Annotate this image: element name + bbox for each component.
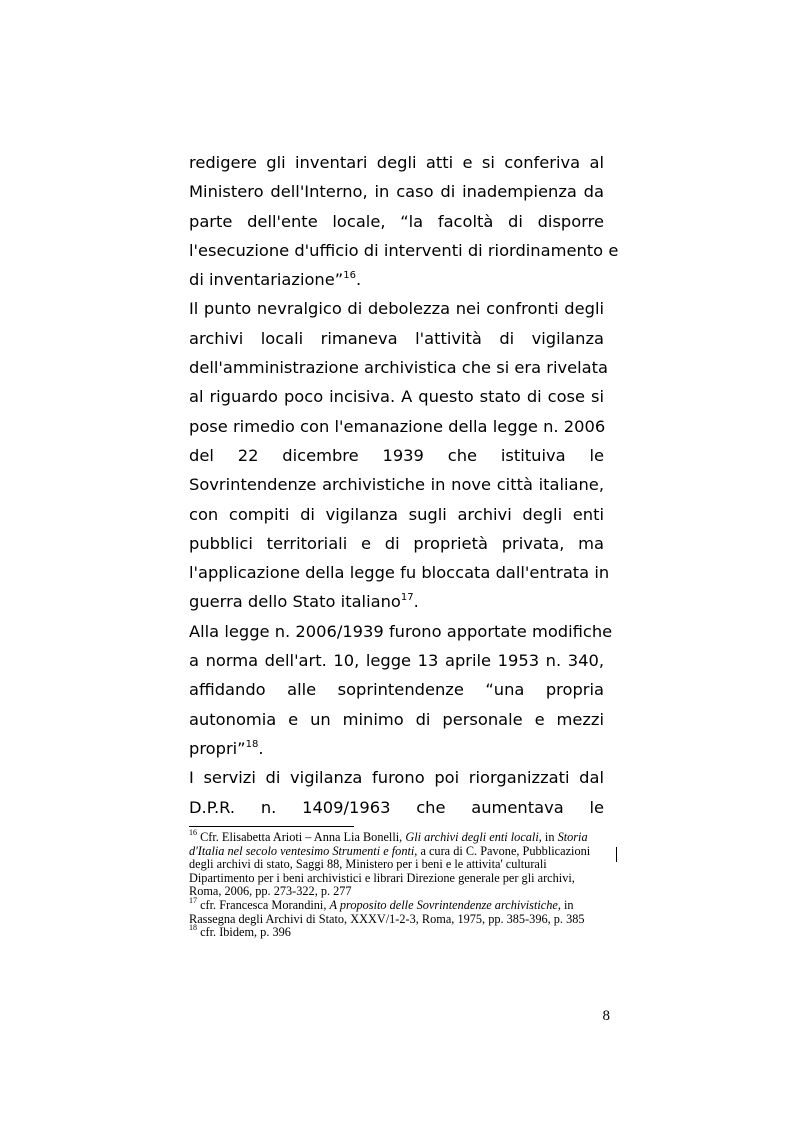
footnote-17: [189, 895, 609, 926]
footnote-text: Cfr. Elisabetta Arioti – Anna Lia Bonelli,: [197, 830, 406, 844]
line-text: di inventariazione”: [189, 270, 344, 290]
footnote-text: cfr. Ibidem, p. 396: [197, 925, 291, 940]
text-line: con compiti di vigilanza sugli archivi degli enti: [189, 504, 604, 524]
paragraph: [189, 294, 610, 616]
margin-change-bar: [616, 847, 617, 862]
text-line: parte dell'ente locale, “la facoltà di disporre: [189, 211, 604, 231]
footnote-ref[interactable]: 16: [343, 269, 356, 281]
footnote-separator: [189, 826, 354, 827]
footnote-16: [189, 827, 609, 899]
footnote-18: [189, 923, 609, 940]
footnote-ref[interactable]: 18: [245, 738, 259, 750]
line-text: guerra dello Stato italiano: [189, 592, 401, 612]
footnote-text: , in Rassegna degli Archivi di Stato, XXXV/1-2-3, Roma, 1975, pp. 385-396, p. 385: [189, 897, 585, 926]
text-line: Alla legge n. 2006/1939 furono apportate modifiche: [189, 621, 613, 641]
footnote-title: Storia d'Italia nel secolo ventesimo Strumenti e fonti: [189, 830, 588, 858]
text-line: l'esecuzione d'ufficio di interventi di riordinamento e: [189, 240, 619, 260]
text-line: [189, 265, 604, 294]
footnote-title: A proposito delle Sovrintendenze archivistiche: [329, 897, 558, 912]
text-line: dell'amministrazione archivistica che si era rivelata: [189, 358, 609, 378]
line-tail: .: [413, 592, 419, 612]
text-line: pose rimedio con l'emanazione della legge n. 2006: [189, 416, 606, 436]
text-line: [189, 587, 604, 616]
text-line: del 22 dicembre 1939 che istituiva le: [189, 445, 604, 465]
paragraph: [189, 148, 619, 294]
footnote-text: cfr. Francesca Morandini,: [197, 897, 330, 912]
footnote-ref[interactable]: 17: [400, 592, 414, 604]
text-line: Ministero dell'Interno, in caso di inadempienza da: [189, 182, 604, 202]
text-line: pubblici territoriali e di proprietà privata, ma: [189, 533, 604, 553]
body-text: [189, 148, 619, 822]
text-line: Il punto nevralgico di debolezza nei confronti degli: [189, 299, 604, 319]
footnote-number: 18: [189, 923, 197, 933]
paragraph: [189, 617, 613, 763]
line-tail: .: [355, 270, 362, 290]
text-line: Sovrintendenze archivistiche in nove città italiane,: [189, 475, 604, 495]
text-line: al riguardo poco incisiva. A questo stato di cose si: [189, 387, 604, 407]
text-line: affidando alle soprintendenze “una propria: [189, 680, 604, 700]
text-line: I servizi di vigilanza furono poi riorganizzati dal: [189, 768, 604, 788]
text-line: redigere gli inventari degli atti e si conferiva al: [189, 153, 604, 172]
text-line: [189, 734, 604, 763]
line-tail: .: [258, 738, 264, 758]
footnote-number: 17: [189, 895, 197, 905]
paragraph: [189, 763, 604, 822]
page-number: 8: [602, 1008, 610, 1024]
text-line: l'applicazione della legge fu bloccata dall'entrata in: [189, 563, 610, 583]
footnote-title: Gli archivi degli enti locali,: [405, 830, 542, 844]
footnote-number: 16: [189, 827, 197, 837]
line-text: propri”: [189, 738, 246, 758]
text-line: D.P.R. n. 1409/1963 che aumentava le: [189, 797, 604, 817]
footnote-text: in: [541, 830, 558, 844]
footnotes: [189, 827, 609, 940]
text-line: autonomia e un minimo di personale e mezzi: [189, 709, 604, 729]
text-line: a norma dell'art. 10, legge 13 aprile 1953 n. 340,: [189, 651, 604, 671]
text-line: archivi locali rimaneva l'attività di vigilanza: [189, 328, 604, 348]
footnote-text: , a cura di C. Pavone, Pubblicazioni degli archivi di stato, Saggi 88, Ministero per i beni e le attivita' culturali Dipartimento per i beni archivistici e librari Direzione generale per gli archivi, Roma, 2006, pp. 273-322, p. 277: [189, 843, 591, 899]
